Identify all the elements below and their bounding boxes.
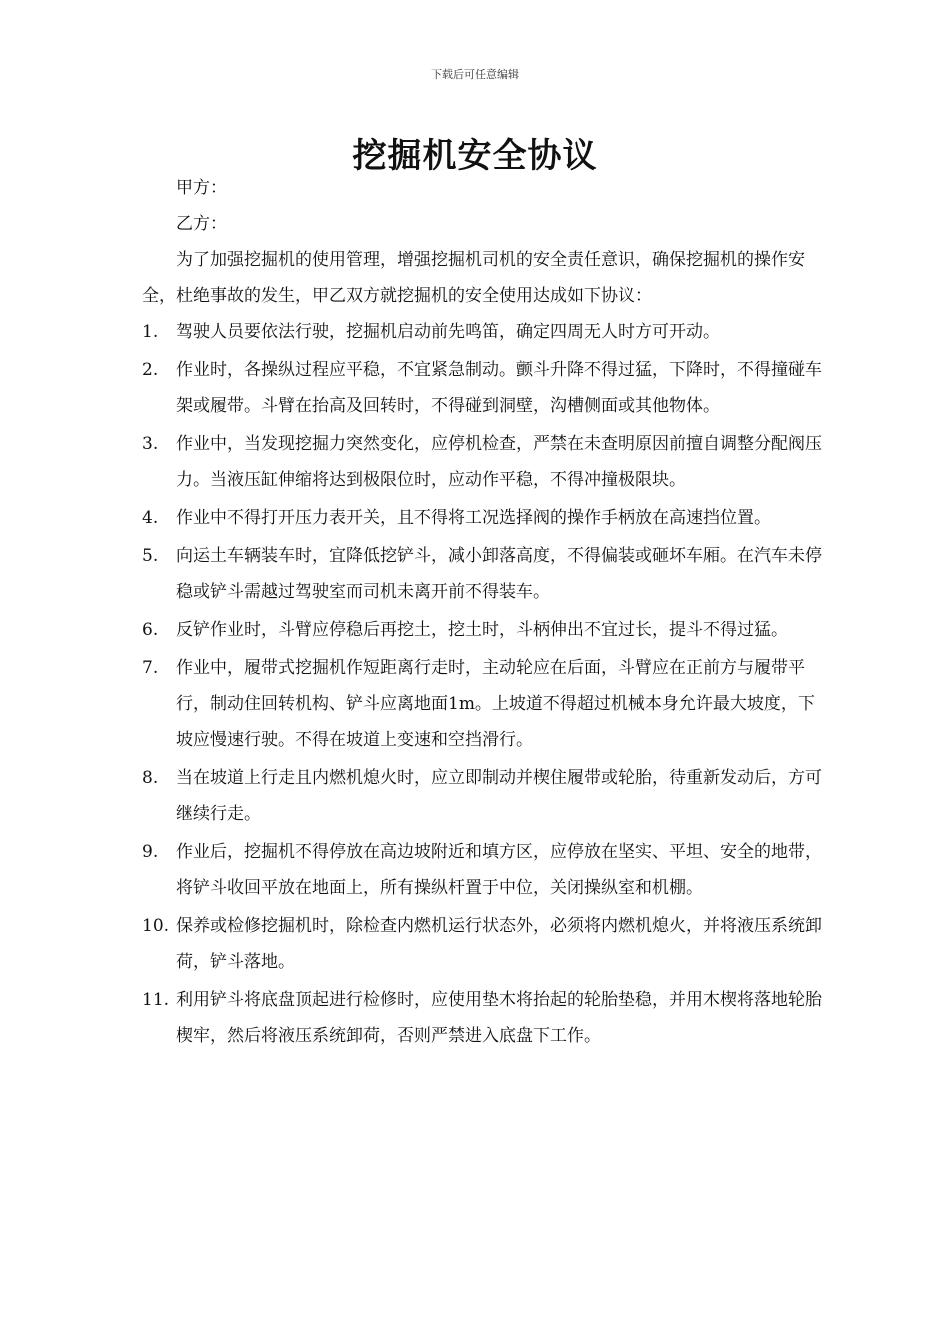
clause-number: 9. [142,842,159,862]
clause-item [142,500,822,536]
clause-text: 向运土车辆装车时，宜降低挖铲斗，减小卸落高度，不得偏装或砸坏车厢。在汽车未停稳或铲斗需越过驾驶室而司机未离开前不得装车。 [176,546,822,602]
clause-item [142,650,822,758]
clause-text: 作业中，当发现挖掘力突然变化，应停机检查，严禁在未查明原因前擅自调整分配阀压力。当液压缸伸缩将达到极限位时，应动作平稳，不得冲撞极限块。 [176,434,822,490]
clause-text: 反铲作业时，斗臂应停稳后再挖土，挖土时，斗柄伸出不宜过长，提斗不得过猛。 [176,620,788,640]
clause-item [142,612,822,648]
clause-text: 作业中不得打开压力表开关，且不得将工况选择阀的操作手柄放在高速挡位置。 [176,508,771,528]
clause-item [142,982,822,1054]
header-note: 下载后可任意编辑 [431,68,519,81]
document-body [142,170,822,1056]
clause-item [142,314,822,350]
clause-text: 作业时，各操纵过程应平稳，不宜紧急制动。颤斗升降不得过猛，下降时，不得撞碰车架或履带。斗臂在抬高及回转时，不得碰到洞壁，沟槽侧面或其他物体。 [176,360,822,416]
clause-list [142,314,822,1054]
clause-number: 1. [142,322,159,342]
clause-item [142,352,822,424]
intro-paragraph: 为了加强挖掘机的使用管理，增强挖掘机司机的安全责任意识，确保挖掘机的操作安全，杜绝事故的发生，甲乙双方就挖掘机的安全使用达成如下协议： [142,250,805,306]
clause-item [142,908,822,980]
clause-item [142,834,822,906]
party-b-label: 乙方： [176,214,227,234]
party-a-label: 甲方： [176,178,227,198]
clause-number: 8. [142,768,159,788]
document-title: 挖掘机安全协议 [352,136,598,176]
clause-number: 7. [142,658,159,678]
clause-number: 3. [142,434,159,454]
clause-text: 作业后，挖掘机不得停放在高边坡附近和填方区，应停放在坚实、平坦、安全的地带，将铲斗收回平放在地面上，所有操纵杆置于中位，关闭操纵室和机棚。 [176,842,822,898]
clause-text: 驾驶人员要依法行驶，挖掘机启动前先鸣笛，确定四周无人时方可开动。 [176,322,720,342]
clause-number: 4. [142,508,159,528]
clause-item [142,426,822,498]
clause-number: 5. [142,546,159,566]
clause-text: 当在坡道上行走且内燃机熄火时，应立即制动并楔住履带或轮胎，待重新发动后，方可继续行走。 [176,768,822,824]
clause-number: 11. [142,990,170,1010]
clause-item [142,538,822,610]
clause-item [142,760,822,832]
clause-text: 保养或检修挖掘机时，除检查内燃机运行状态外，必须将内燃机熄火，并将液压系统卸荷，铲斗落地。 [176,916,822,972]
clause-number: 10. [142,916,170,936]
clause-text: 作业中，履带式挖掘机作短距离行走时，主动轮应在后面，斗臂应在正前方与履带平行，制动住回转机构、铲斗应离地面1m。上坡道不得超过机械本身允许最大坡度，下坡应慢速行驶。不得在坡道上变速和空挡滑行。 [176,658,815,750]
clause-number: 6. [142,620,159,640]
clause-number: 2. [142,360,159,380]
clause-text: 利用铲斗将底盘顶起进行检修时，应使用垫木将抬起的轮胎垫稳，并用木楔将落地轮胎楔牢，然后将液压系统卸荷，否则严禁进入底盘下工作。 [176,990,822,1046]
